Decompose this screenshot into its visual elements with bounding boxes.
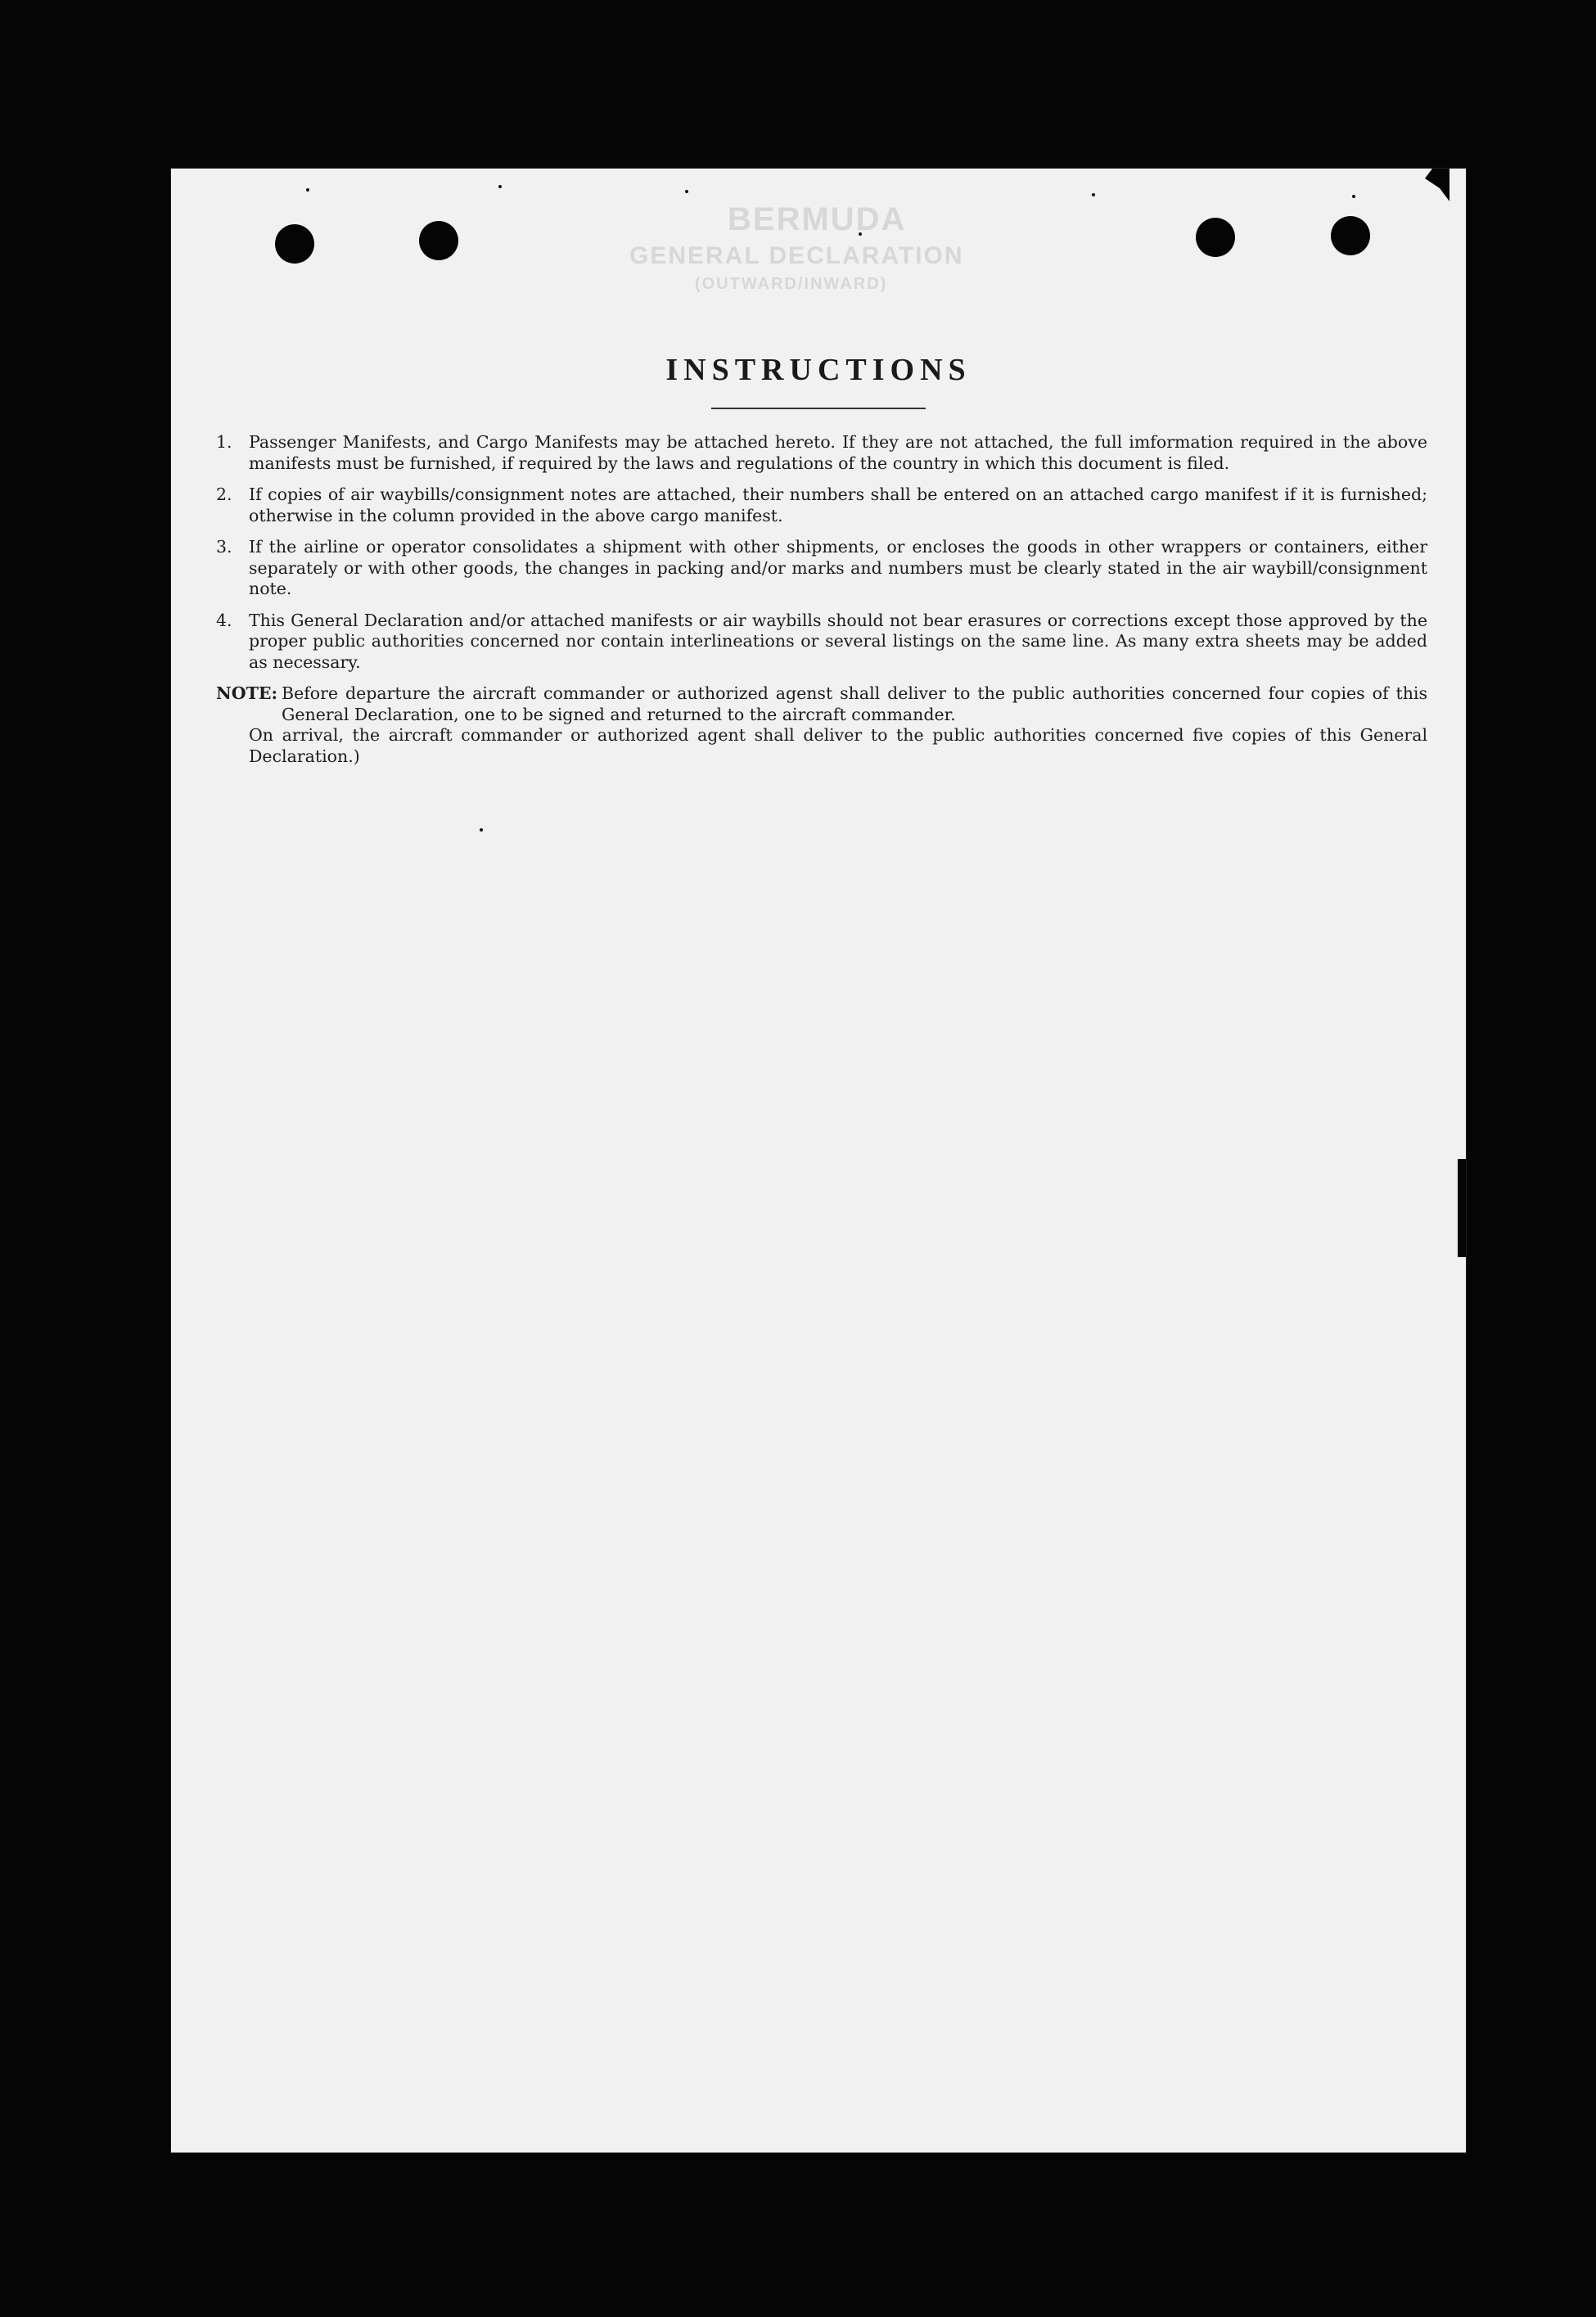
instruction-item (216, 432, 1427, 474)
bleed-through-text: GENERAL DECLARATION (629, 242, 964, 269)
item-text: This General Declaration and/or attached manifests or air waybills should not bear erasures or corrections except those approved by the proper public authorities concerned nor contain interlineations or several listings on the same line. As many extra sheets may be added as necessary. (249, 610, 1427, 672)
dust-speck (1092, 193, 1095, 196)
item-number: 3. (216, 537, 232, 557)
punch-hole (275, 224, 314, 264)
instruction-item (216, 611, 1427, 674)
torn-corner (1425, 169, 1449, 201)
note-departure: Before departure the aircraft commander or authorized agenst shall deliver to the public authorities concerned four copies of this General Declaration, one to be signed and returned to the aircraft commander. (282, 683, 1427, 724)
item-number: 1. (216, 432, 232, 452)
edge-tear (1458, 1159, 1466, 1257)
bleed-through-text: (OUTWARD/INWARD) (695, 275, 888, 293)
punch-hole (419, 221, 458, 260)
item-number: 2. (216, 485, 232, 504)
dust-speck (480, 828, 483, 832)
item-text: Passenger Manifests, and Cargo Manifests may be attached hereto. If they are not attached, the full imformation required in the above manifests must be furnished, if required by the laws and regulations of the country in which this document is filed. (249, 432, 1427, 473)
item-text: If copies of air waybills/consignment notes are attached, their numbers shall be entered on an attached cargo manifest if it is furnished; otherwise in the column provided in the above cargo manifest. (249, 485, 1427, 525)
dust-speck (306, 188, 309, 192)
dust-speck (498, 185, 502, 188)
punch-hole (1331, 216, 1370, 255)
item-text: If the airline or operator consolidates a shipment with other shipments, or encloses the goods in other wrappers or containers, either separately or with other goods, the changes in packing and/or marks and numbers must be clearly stated in the air waybill/consignment note. (249, 537, 1427, 598)
dust-speck (685, 190, 688, 193)
punch-hole (1196, 218, 1235, 257)
note-arrival: On arrival, the aircraft commander or authorized agent shall deliver to the public authorities concerned five copies of this General Declaration.) (249, 725, 1427, 766)
instruction-item (216, 537, 1427, 600)
bleed-through-text: BERMUDA (728, 201, 907, 237)
instructions-list (216, 432, 1427, 767)
note-label: NOTE: (216, 683, 278, 703)
item-number: 4. (216, 610, 232, 630)
document-page (171, 169, 1466, 2152)
dust-speck (1352, 195, 1355, 198)
note-block (216, 683, 1427, 767)
instruction-item (216, 485, 1427, 526)
title-underline (711, 408, 926, 409)
page-title: INSTRUCTIONS (665, 353, 972, 387)
